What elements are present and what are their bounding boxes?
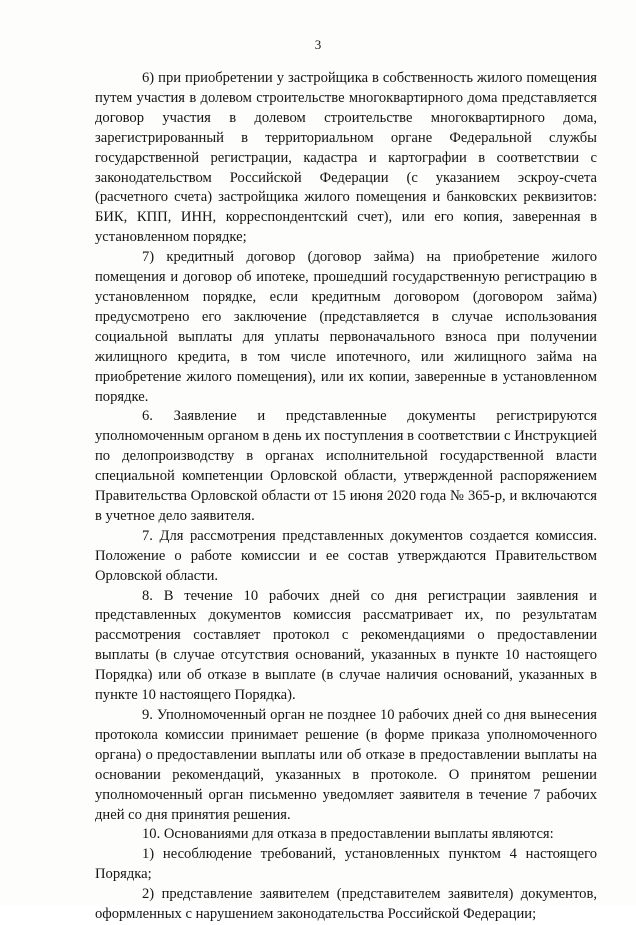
paragraph-clause-7: 7. Для рассмотрения представленных документов создается комиссия. Положение о работе комиссии и ее состав утверждаются Правительством Орловской области. (95, 527, 597, 584)
paragraph-item-6: 6) при приобретении у застройщика в собственность жилого помещения путем участия в долевом строительстве многоквартирного дома представляется договор участия в долевом строительстве многоквартирного дома, зарегистрированный в территориальном органе Федеральной службы государственной регистрации, кадастра и картографии в соответствии с законодательством Российской Федерации (с указанием эскроу-счета (расчетного счета) застройщика жилого помещения и банковских реквизитов: БИК, КПП, ИНН, корреспондентский счет), или его копия, заверенная в установленном порядке; (95, 70, 597, 246)
paragraph-clause-10-item-1: 1) несоблюдение требований, установленных пунктом 4 настоящего Порядка; (95, 846, 597, 883)
document-body (95, 69, 597, 925)
paragraph-clause-10-item-2: 2) представление заявителем (представителем заявителя) документов, оформленных с нарушением законодательства Российской Федерации; (95, 886, 597, 923)
paragraph-clause-9: 9. Уполномоченный орган не позднее 10 рабочих дней со дня вынесения протокола комиссии принимает решение (в форме приказа уполномоченного органа) о предоставлении выплаты или об отказе в предоставлении выплаты на основании рекомендаций, указанных в протоколе. О принятом решении уполномоченный орган письменно уведомляет заявителя в течение 7 рабочих дней со дня принятия решения. (95, 707, 597, 823)
paragraph-item-7: 7) кредитный договор (договор займа) на приобретение жилого помещения и договор об ипотеке, прошедший государственную регистрацию в установленном порядке, если кредитным договором (договором займа) предусмотрено его заключение (представляется в случае использования социальной выплаты для уплаты первоначального взноса при получении жилищного кредита, в том числе ипотечного, или жилищного займа на приобретение жилого помещения), или их копии, заверенные в установленном порядке. (95, 249, 597, 405)
paragraph-clause-10: 10. Основаниями для отказа в предоставлении выплаты являются: (142, 826, 554, 843)
paragraph-clause-6: 6. Заявление и представленные документы регистрируются уполномоченным органом в день их поступления в соответствии с Инструкцией по делопроизводству в органах исполнительной государственной власти специальной компетенции Орловской области, утвержденной распоряжением Правительства Орловской области от 15 июня 2020 года № 365-р, и включаются в учетное дело заявителя. (95, 408, 597, 524)
paragraph-clause-8: 8. В течение 10 рабочих дней со дня регистрации заявления и представленных документов комиссия рассматривает их, по результатам рассмотрения составляет протокол с рекомендациями о предоставлении выплаты (в случае отсутствия оснований, указанных в пункте 10 настоящего Порядка) или об отказе в выплате (в случае наличия оснований, указанных в пункте 10 настоящего Порядка). (95, 587, 597, 704)
page-number: 3 (314, 37, 322, 52)
